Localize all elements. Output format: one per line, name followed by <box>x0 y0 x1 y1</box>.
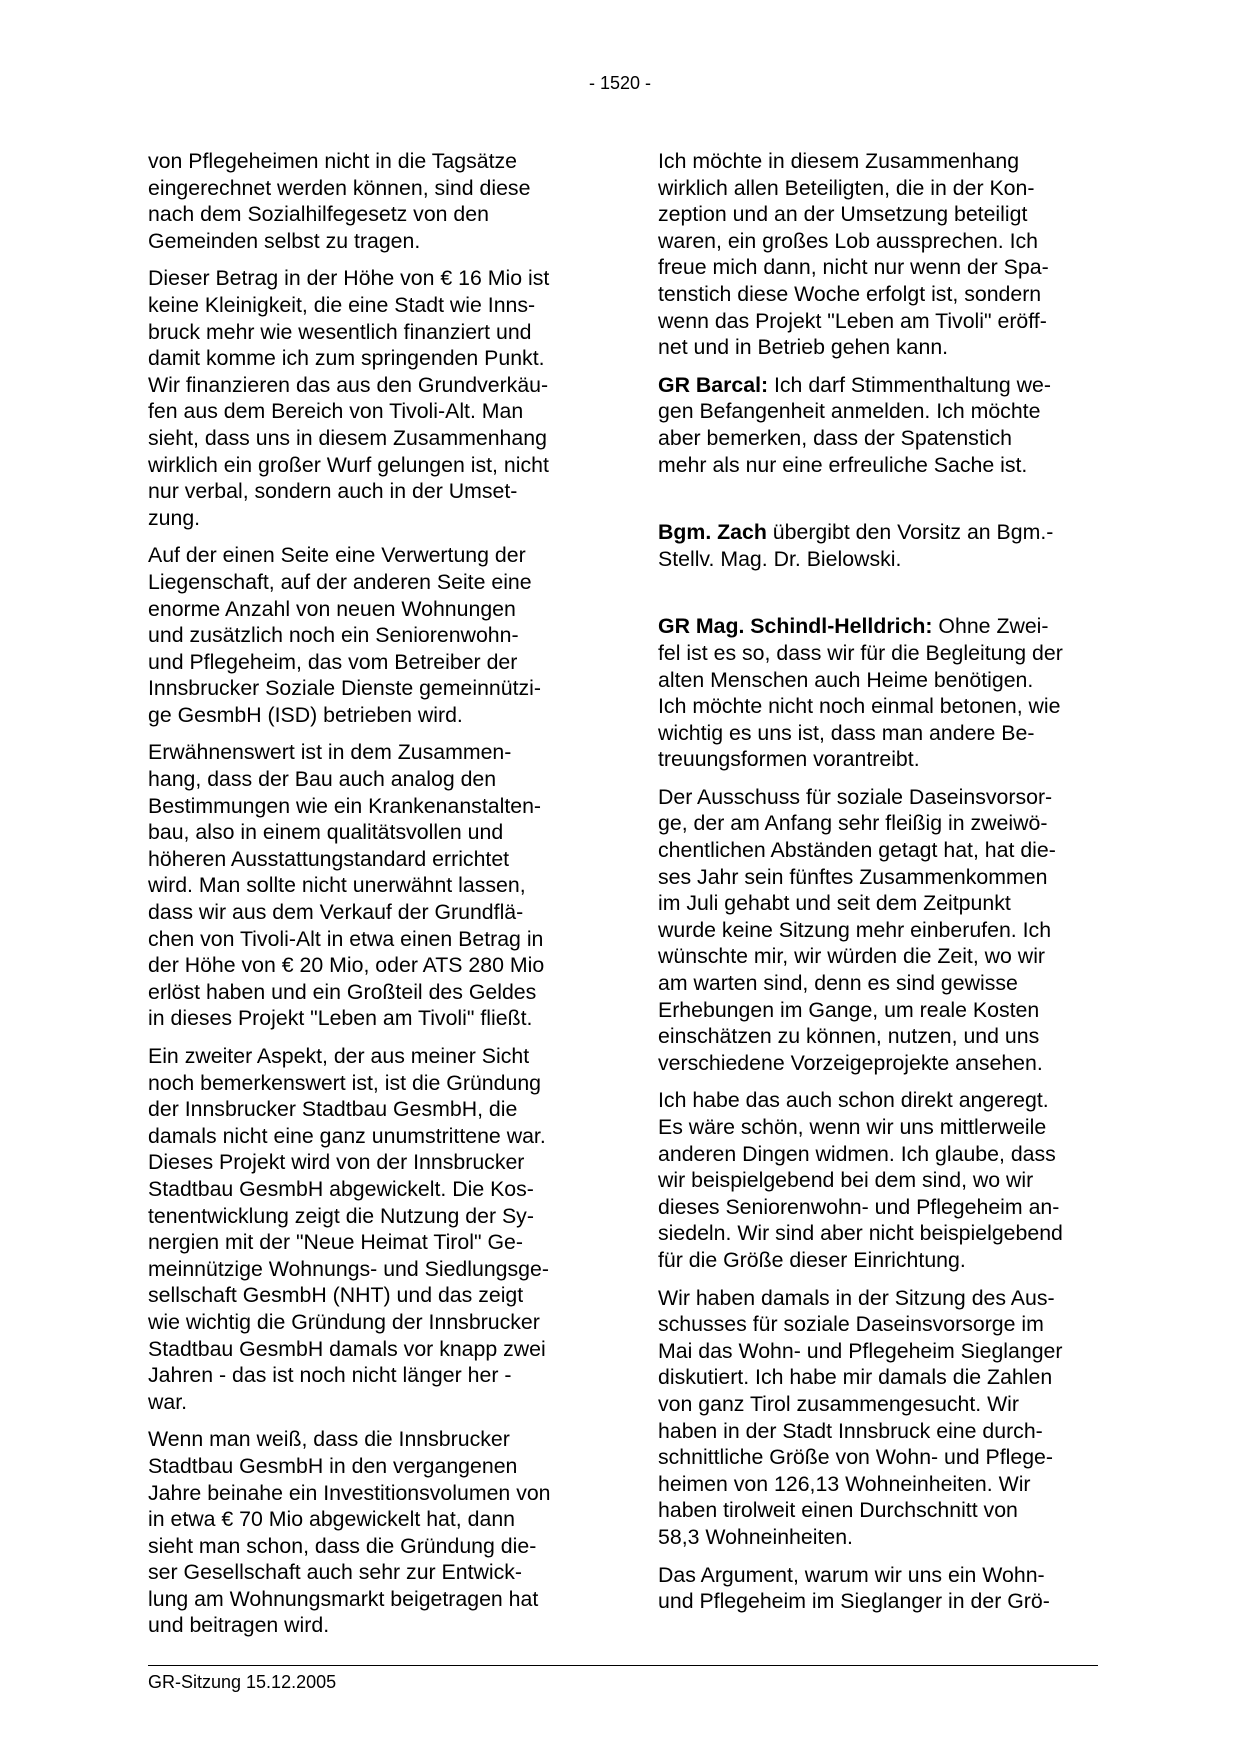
paragraph <box>658 1562 1098 1615</box>
line: bruck mehr wie wesentlich finanziert und <box>148 319 532 344</box>
line: 58,3 Wohneinheiten. <box>658 1524 853 1549</box>
speaker-paragraph-schindl-helldrich <box>658 613 1098 773</box>
line: dieses Seniorenwohn- und Pflegeheim an- <box>658 1194 1060 1219</box>
line: siedeln. Wir sind aber nicht beispielgebend <box>658 1221 1063 1246</box>
line: zung. <box>148 505 201 530</box>
paragraph <box>658 1087 1098 1273</box>
line: tenentwicklung zeigt die Nutzung der Sy- <box>148 1203 534 1228</box>
line: und Pflegeheim, das vom Betreiber der <box>148 649 518 674</box>
paragraph-lines <box>658 546 1098 573</box>
line: freue mich dann, nicht nur wenn der Spa- <box>658 255 1049 280</box>
line: chentlichen Abständen getagt hat, hat die- <box>658 838 1056 863</box>
footer-divider <box>148 1665 1098 1666</box>
line: wenn das Projekt "Leben am Tivoli" eröff- <box>658 308 1047 333</box>
line: ge GesmbH (ISD) betrieben wird. <box>148 702 463 727</box>
line: verschiedene Vorzeigeprojekte ansehen. <box>658 1050 1043 1075</box>
line: wirklich allen Beteiligten, die in der Kon- <box>658 175 1035 200</box>
line: Mai das Wohn- und Pflegeheim Sieglanger <box>658 1338 1063 1363</box>
right-column <box>658 148 1098 1626</box>
paragraph <box>148 265 588 531</box>
line: schusses für soziale Daseinsvorsorge im <box>658 1312 1044 1337</box>
line: meinnützige Wohnungs- und Siedlungsge- <box>148 1256 549 1281</box>
line: Ein zweiter Aspekt, der aus meiner Sicht <box>148 1044 530 1068</box>
line: höheren Ausstattungstandard errichtet <box>148 846 510 871</box>
paragraph <box>658 148 1098 361</box>
speaker-name: GR Mag. Schindl-Helldrich: <box>658 614 933 639</box>
line: waren, ein großes Lob aussprechen. Ich <box>658 228 1039 253</box>
line: damit komme ich zum springenden Punkt. <box>148 346 545 371</box>
line: gen Befangenheit anmelden. Ich möchte <box>658 399 1041 424</box>
line: dass wir aus dem Verkauf der Grundflä- <box>148 900 524 925</box>
line: diskutiert. Ich habe mir damals die Zahlen <box>658 1365 1053 1390</box>
line: Jahren - das ist noch nicht länger her - <box>148 1363 512 1388</box>
paragraph <box>148 148 588 254</box>
line: aber bemerken, dass der Spatenstich <box>658 425 1012 450</box>
line-text: Ohne Zwei- <box>932 614 1049 639</box>
line: in dieses Projekt "Leben am Tivoli" fließt. <box>148 1006 533 1031</box>
line: Dieser Betrag in der Höhe von € 16 Mio ist <box>148 266 550 291</box>
line: im Juli gehabt und seit dem Zeitpunkt <box>658 891 1011 916</box>
line: wir beispielgebend bei dem sind, wo wir <box>658 1168 1034 1193</box>
line: einschätzen zu können, nutzen, und uns <box>658 1024 1040 1049</box>
line: und Pflegeheim im Sieglanger in der Grö- <box>658 1589 1050 1614</box>
line: nergien mit der "Neue Heimat Tirol" Ge- <box>148 1230 523 1255</box>
line: wirklich ein großer Wurf gelungen ist, nicht <box>148 452 549 477</box>
line: schnittliche Größe von Wohn- und Pflege- <box>658 1445 1053 1470</box>
line: heimen von 126,13 Wohneinheiten. Wir <box>658 1471 1031 1496</box>
line: für die Größe dieser Einrichtung. <box>658 1247 966 1272</box>
paragraph <box>148 542 588 728</box>
line: der Innsbrucker Stadtbau GesmbH, die <box>148 1097 518 1122</box>
line: haben tirolweit einen Durchschnitt von <box>658 1498 1018 1523</box>
line: ge, der am Anfang sehr fleißig in zweiwö- <box>658 811 1048 836</box>
line: Liegenschaft, auf der anderen Seite eine <box>148 569 532 594</box>
paragraph <box>148 1426 588 1639</box>
left-column <box>148 148 588 1650</box>
line-text: übergibt den Vorsitz an Bgm.- <box>766 520 1054 545</box>
line: keine Kleinigkeit, die eine Stadt wie Inns- <box>148 292 536 317</box>
speaker-paragraph-zach <box>658 519 1098 572</box>
line: von ganz Tirol zusammengesucht. Wir <box>658 1391 1020 1416</box>
line: Bestimmungen wie ein Krankenanstalten- <box>148 793 542 818</box>
line: Wenn man weiß, dass die Innsbrucker <box>148 1427 510 1452</box>
line: Wir finanzieren das aus den Grundverkäu- <box>148 372 549 397</box>
line: ser Gesellschaft auch sehr zur Entwick- <box>148 1560 523 1585</box>
line-text: Ich darf Stimmenthaltung we- <box>768 372 1051 397</box>
line: Erwähnenswert ist in dem Zusammen- <box>148 740 512 765</box>
line: lung am Wohnungsmarkt beigetragen hat <box>148 1586 539 1611</box>
line: Stellv. Mag. Dr. Bielowski. <box>658 546 902 571</box>
paragraph <box>658 1285 1098 1551</box>
line: anderen Dingen widmen. Ich glaube, dass <box>658 1141 1056 1166</box>
line: chen von Tivoli-Alt in etwa einen Betrag in <box>148 926 544 951</box>
paragraph <box>148 739 588 1032</box>
line: wünschte mir, wir würden die Zeit, wo wir <box>658 944 1046 969</box>
line: und beitragen wird. <box>148 1613 330 1638</box>
line: treuungsformen vorantreibt. <box>658 747 920 772</box>
line: Der Ausschuss für soziale Daseinsvorsor- <box>658 784 1053 809</box>
line: Ich habe das auch schon direkt angeregt. <box>658 1088 1049 1113</box>
line: fen aus dem Bereich von Tivoli-Alt. Man <box>148 399 524 424</box>
line: Stadtbau GesmbH abgewickelt. Die Kos- <box>148 1176 534 1201</box>
line: Dieses Projekt wird von der Innsbrucker <box>148 1150 525 1175</box>
line: am warten sind, denn es sind gewisse <box>658 971 1018 996</box>
line: der Höhe von € 20 Mio, oder ATS 280 Mio <box>148 953 545 978</box>
paragraph <box>148 1043 588 1415</box>
line: Wir haben damals in der Sitzung des Aus- <box>658 1285 1055 1310</box>
line: haben in der Stadt Innsbruck eine durch- <box>658 1418 1043 1443</box>
line: Es wäre schön, wenn wir uns mittlerweile <box>658 1115 1047 1139</box>
paragraph-lines <box>658 398 1098 478</box>
paragraph <box>658 784 1098 1077</box>
line: wie wichtig die Gründung der Innsbrucker <box>148 1309 540 1334</box>
line: nur verbal, sondern auch in der Umset- <box>148 479 518 504</box>
page-number: - 1520 - <box>588 73 652 93</box>
line: sieht man schon, dass die Gründung die- <box>148 1533 537 1558</box>
line: Stadtbau GesmbH in den vergangenen <box>148 1453 518 1478</box>
line <box>658 519 1098 546</box>
line: Das Argument, warum wir uns ein Wohn- <box>658 1562 1045 1587</box>
line: alten Menschen auch Heime benötigen. <box>658 667 1034 692</box>
line: wurde keine Sitzung mehr einberufen. Ich <box>658 917 1052 942</box>
line: sellschaft GesmbH (NHT) und das zeigt <box>148 1283 524 1308</box>
line: wichtig es uns ist, dass man andere Be- <box>658 720 1035 745</box>
line: Ich möchte in diesem Zusammenhang <box>658 149 1020 173</box>
line: nach dem Sozialhilfegesetz von den <box>148 202 489 227</box>
line: eingerechnet werden können, sind diese <box>148 175 531 200</box>
line: sieht, dass uns in diesem Zusammenhang <box>148 425 547 450</box>
line: Ich möchte nicht noch einmal betonen, wie <box>658 694 1061 719</box>
line: wird. Man sollte nicht unerwähnt lassen, <box>148 873 526 898</box>
line: von Pflegeheimen nicht in die Tagsätze <box>148 149 517 173</box>
line: hang, dass der Bau auch analog den <box>148 767 497 792</box>
line: Jahre beinahe ein Investitionsvolumen von <box>148 1480 551 1505</box>
line: war. <box>148 1389 188 1414</box>
line: in etwa € 70 Mio abgewickelt hat, dann <box>148 1507 516 1532</box>
line <box>658 613 1098 640</box>
speaker-name: GR Barcal: <box>658 372 769 397</box>
line: Auf der einen Seite eine Verwertung der <box>148 543 526 568</box>
line <box>658 372 1098 399</box>
line: damals nicht eine ganz unumstrittene war. <box>148 1123 546 1148</box>
line: net und in Betrieb gehen kann. <box>658 335 949 360</box>
line: erlöst haben und ein Großteil des Geldes <box>148 979 537 1004</box>
line: tenstich diese Woche erfolgt ist, sondern <box>658 281 1042 306</box>
line: zeption und an der Umsetzung beteiligt <box>658 202 1028 227</box>
line: Erhebungen im Gange, um reale Kosten <box>658 997 1040 1022</box>
footer-session-date: GR-Sitzung 15.12.2005 <box>148 1672 337 1692</box>
line: noch bemerkenswert ist, ist die Gründung <box>148 1070 542 1095</box>
line: mehr als nur eine erfreuliche Sache ist. <box>658 452 1028 477</box>
line: Stadtbau GesmbH damals vor knapp zwei <box>148 1336 546 1361</box>
paragraph-lines <box>658 640 1098 773</box>
line: fel ist es so, dass wir für die Begleitung der <box>658 640 1063 665</box>
line: bau, also in einem qualitätsvollen und <box>148 820 504 845</box>
line: Innsbrucker Soziale Dienste gemeinnützi- <box>148 676 542 701</box>
line: enorme Anzahl von neuen Wohnungen <box>148 596 516 621</box>
line: ses Jahr sein fünftes Zusammenkommen <box>658 864 1048 889</box>
speaker-paragraph-barcal <box>658 372 1098 478</box>
line: Gemeinden selbst zu tragen. <box>148 228 421 253</box>
speaker-name: Bgm. Zach <box>658 520 767 545</box>
line: und zusätzlich noch ein Seniorenwohn- <box>148 623 519 648</box>
